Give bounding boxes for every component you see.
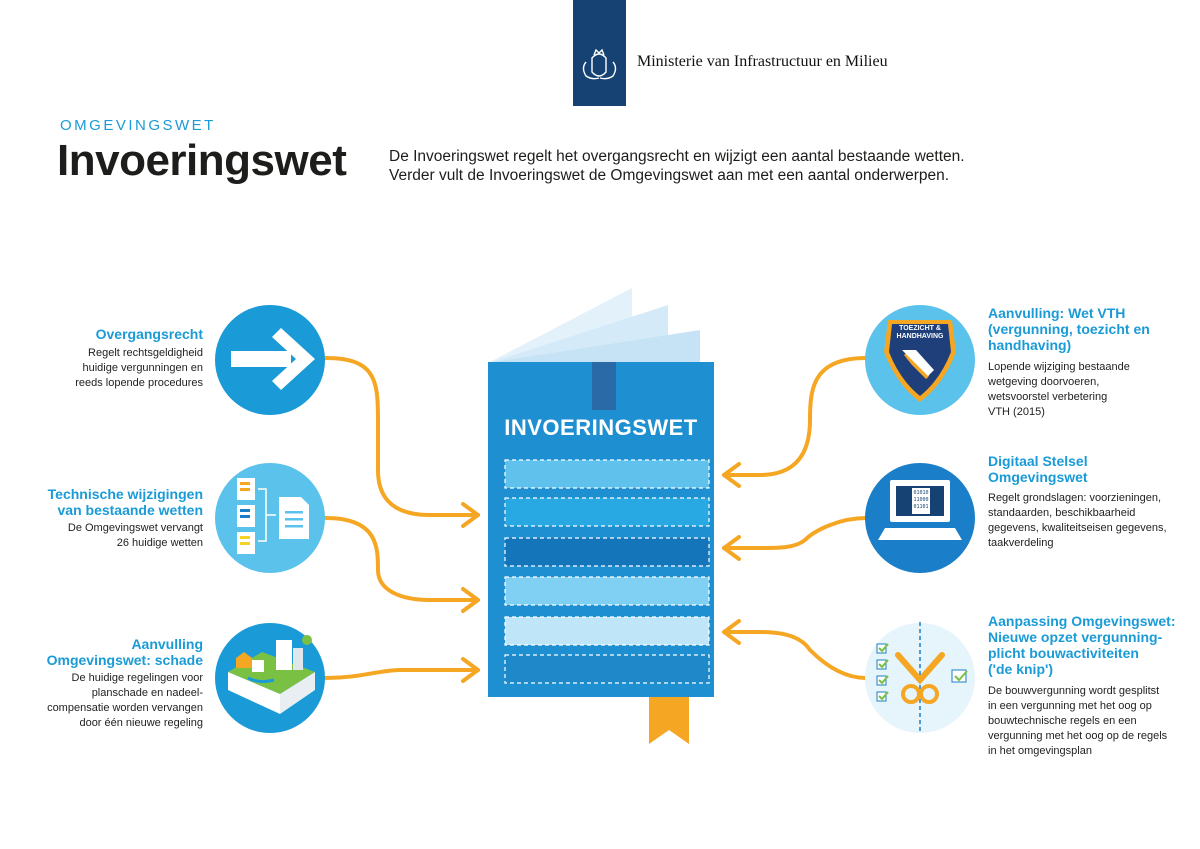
desc-line: Regelt grondslagen: voorzieningen, (988, 492, 1162, 504)
eyebrow-label: OMGEVINGSWET (60, 117, 216, 134)
connector-digitaal (724, 518, 866, 548)
item-knip-desc (988, 684, 1167, 759)
desc-line: compensatie worden vervangen (47, 702, 203, 714)
title-line: Digitaal Stelsel (988, 453, 1088, 469)
desc-line: vergunning met het oog op de regels (988, 730, 1168, 742)
bookmark-ribbon (649, 697, 689, 744)
book-pages (490, 288, 700, 362)
desc-line: taakverdeling (988, 537, 1054, 549)
desc-line: wetgeving doorvoeren, (988, 376, 1100, 388)
item-vth-desc (988, 360, 1130, 420)
desc-line: door één nieuwe regeling (79, 717, 203, 729)
item-technische-desc (68, 521, 203, 551)
title-line: Aanvulling: Wet VTH (988, 305, 1126, 321)
title-line: Aanvulling (131, 636, 203, 652)
desc-line: wetsvoorstel verbetering (988, 391, 1108, 403)
desc-line: in het omgevingsplan (988, 745, 1092, 757)
title-line: Aanpassing Omgevingswet: (988, 613, 1176, 629)
shield-badge-line: TOEZICHT & (899, 325, 941, 332)
item-overgangsrecht-title (96, 326, 203, 342)
screen-code-line: 11000 (913, 497, 929, 503)
desc-line: bouwtechnische regels en een (988, 715, 1137, 727)
connector-technische (326, 518, 478, 600)
title-line: Nieuwe opzet vergunning- (988, 629, 1163, 645)
title-line: van bestaande wetten (57, 502, 203, 518)
desc-line: huidige vergunningen en (82, 362, 203, 374)
item-knip-title (988, 613, 1175, 677)
desc-line: Lopende wijziging bestaande (988, 361, 1130, 373)
connector-overgangsrecht (326, 358, 478, 515)
title-line: (vergunning, toezicht en (988, 321, 1150, 337)
desc-line: Regelt rechtsgeldigheid (88, 347, 203, 359)
screen-code (912, 490, 930, 511)
intro-line-2: Verder vult de Invoeringswet de Omgevingswet aan met een aantal onderwerpen. (389, 167, 950, 184)
item-vth-title (988, 305, 1150, 353)
title-line: Technische wijzigingen (47, 486, 203, 502)
title-line: plicht bouwactiviteiten (988, 645, 1139, 661)
book-ribbon-top (592, 362, 616, 410)
desc-line: De Omgevingswet vervangt (67, 522, 203, 534)
desc-line: VTH (2015) (988, 406, 1045, 418)
title-line: ('de knip') (988, 661, 1053, 677)
item-digitaal-title (988, 453, 1088, 485)
title-line: handhaving) (988, 337, 1072, 353)
intro-line-1: De Invoeringswet regelt het overgangsrecht en wijzigt een aantal bestaande wetten. (389, 148, 965, 165)
shield-badge-line: HANDHAVING (896, 333, 944, 340)
title-line: Omgevingswet: schade (46, 652, 203, 668)
screen-code-line: 01101 (913, 504, 929, 510)
item-digitaal-desc (988, 491, 1167, 551)
ministry-name: Ministerie van Infrastructuur en Milieu (637, 53, 888, 70)
item-schade-title (47, 636, 203, 668)
desc-line: in een vergunning met het oog op (988, 700, 1152, 712)
desc-line: gegevens, kwaliteitseisen gegevens, (988, 522, 1167, 534)
screen-code-line: 01010 (913, 490, 929, 496)
desc-line: reeds lopende procedures (75, 377, 203, 389)
item-schade-desc (47, 671, 203, 731)
desc-line: De bouwvergunning wordt gesplitst (988, 685, 1160, 697)
book-cover (488, 362, 714, 697)
desc-line: 26 huidige wetten (116, 537, 203, 549)
desc-line: standaarden, beschikbaarheid (988, 507, 1136, 519)
desc-line: planschade en nadeel- (91, 687, 203, 699)
desc-line: De huidige regelingen voor (71, 672, 203, 684)
connector-knip (724, 632, 866, 678)
title-line: Overgangsrecht (95, 326, 203, 342)
book-title: INVOERINGSWET (504, 415, 698, 440)
connector-schade (326, 670, 478, 678)
item-technische-title (48, 486, 203, 518)
title-line: Omgevingswet (988, 469, 1088, 485)
item-overgangsrecht-desc (75, 346, 203, 391)
shield-badge (896, 325, 944, 341)
page-title: Invoeringswet (57, 136, 347, 185)
connector-vth (724, 358, 866, 475)
